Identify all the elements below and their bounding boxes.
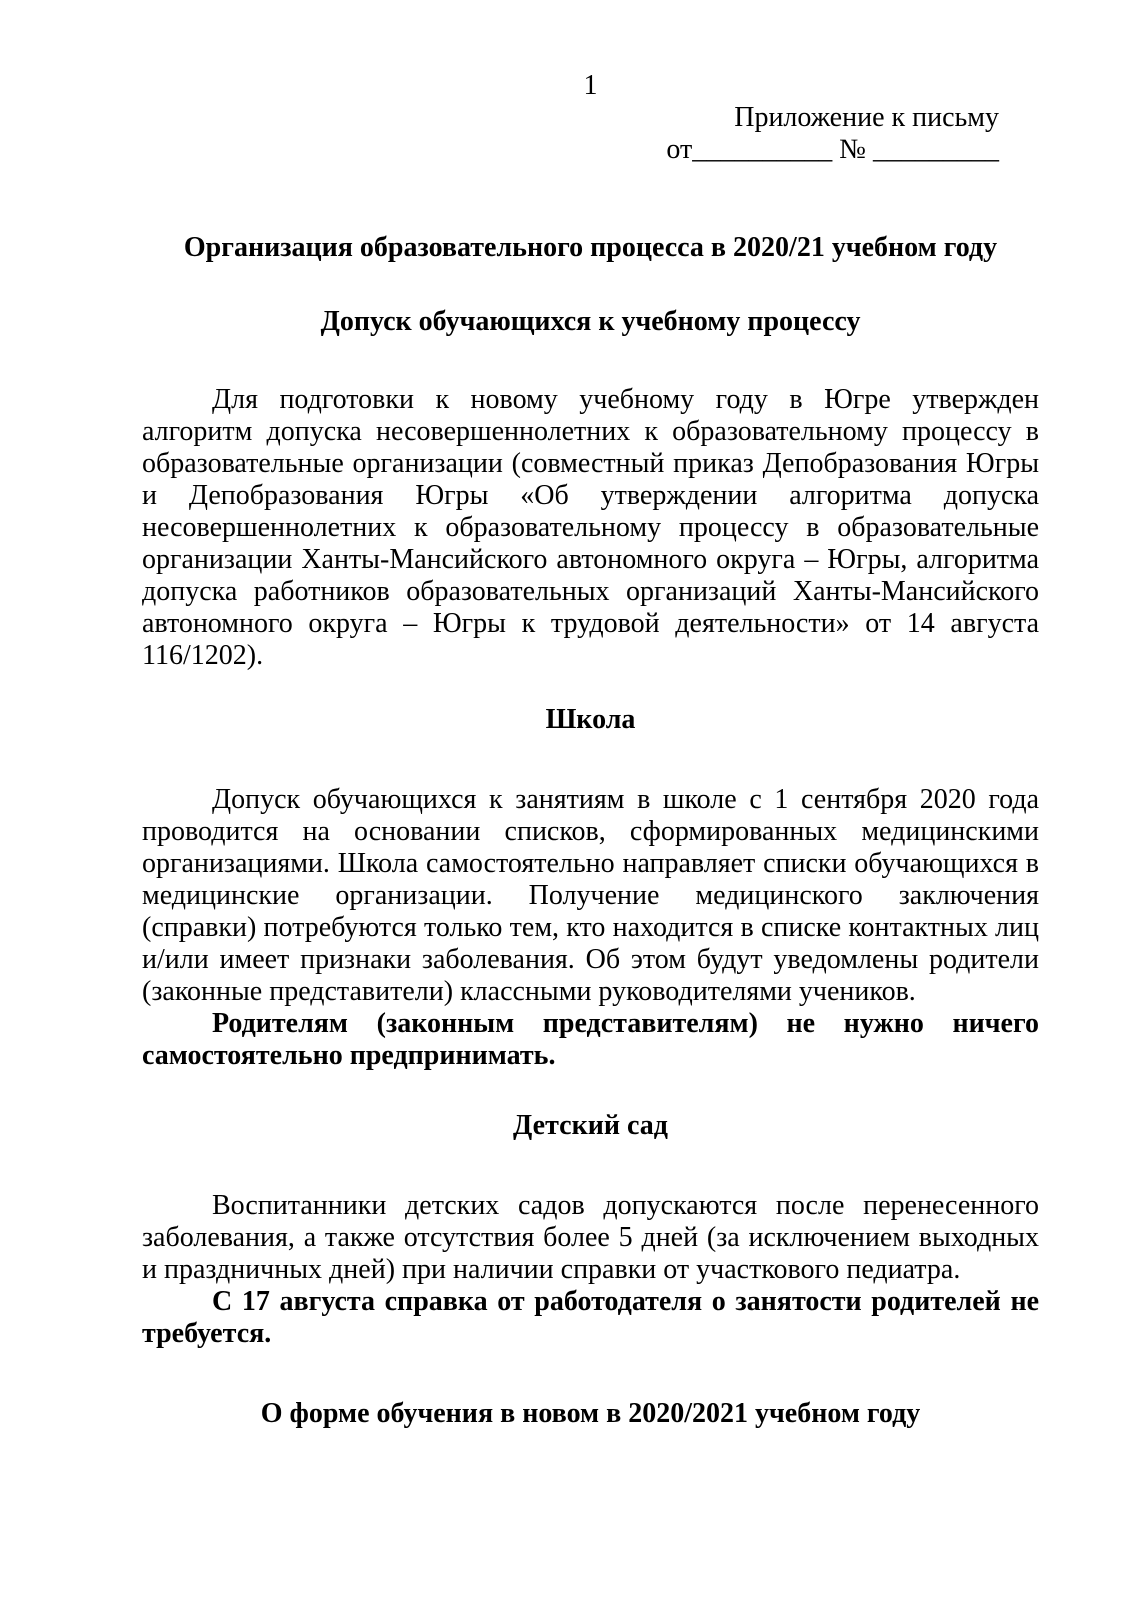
bold-note-school: Родителям (законным представителям) не нужно ничего самостоятельно предпринимать. (142, 1008, 1039, 1071)
section-heading-admission: Допуск обучающихся к учебному процессу (320, 306, 861, 337)
section-heading-school: Школа (545, 704, 636, 735)
paragraph-school: Допуск обучающихся к занятиям в школе с 1 сентября 2020 года проводится на основании списков, сформированных медицинскими организациями. Школа самостоятельно направляет списки обучающихся в медицинские организации. Получение медицинского заключения (справки) потребуются только тем, кто находится в списке контактных лиц и/или имеет признаки заболевания. Об этом будут уведомлены родители (законные представители) классными руководителями учеников. (142, 784, 1039, 1007)
annotation-line-1: Приложение к письму (734, 102, 999, 133)
section-heading-education-form: О форме обучения в новом в 2020/2021 учебном году (260, 1398, 921, 1429)
paragraph-admission: Для подготовки к новому учебному году в Югре утвержден алгоритм допуска несовершеннолетних к образовательному процессу в образовательные организации (совместный приказ Депобразования Югры и Депобразования Югры «Об утверждении алгоритма допуска несовершеннолетних к образовательному процессу в образовательные организации Ханты-Мансийского автономного округа – Югры, алгоритма допуска работников образовательных организаций Ханты-Мансийского автономного округа – Югры к трудовой деятельности» от 14 августа 116/1202). (142, 384, 1039, 671)
letter-annotation (142, 102, 1039, 166)
section-heading-kindergarten: Детский сад (513, 1110, 668, 1141)
document-title: Организация образовательного процесса в 2020/21 учебном году (183, 232, 998, 263)
paragraph-kindergarten: Воспитанники детских садов допускаются после перенесенного заболевания, а также отсутствия более 5 дней (за исключением выходных и праздничных дней) при наличии справки от участкового педиатра. (142, 1190, 1039, 1285)
annotation-line-2: от__________ № _________ (666, 134, 999, 165)
page-number: 1 (583, 70, 598, 101)
bold-note-kindergarten: С 17 августа справка от работодателя о занятости родителей не требуется. (142, 1286, 1039, 1349)
